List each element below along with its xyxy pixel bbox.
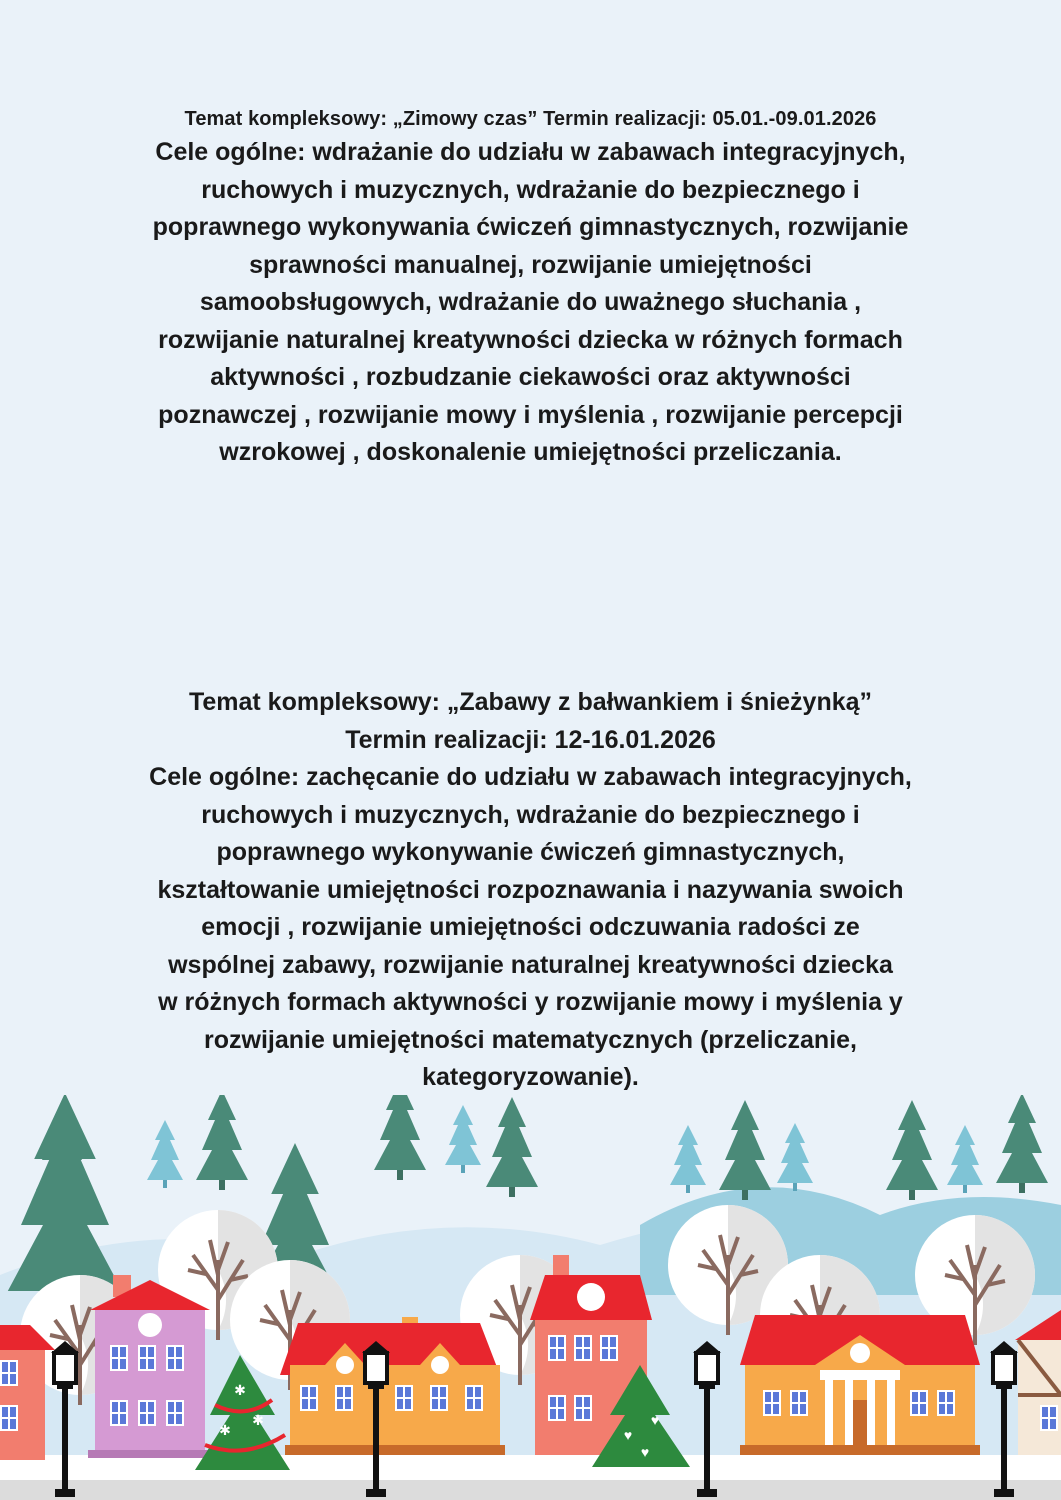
topic-2-goals: [60, 759, 1001, 1097]
goals-line: kształtowanie umiejętności rozpoznawania i nazywania swoich: [157, 875, 904, 904]
goals-line: sprawności manualnej, rozwijanie umiejętności: [249, 250, 812, 279]
topic-1-goals: [60, 134, 1001, 472]
svg-text:✱: ✱: [252, 1412, 264, 1428]
goals-line: poprawnego wykonywanie ćwiczeń gimnastycznych,: [216, 838, 845, 866]
goals-line: ruchowych i muzycznych, wdrażanie do bezpiecznego i: [201, 800, 860, 829]
topic-2-term: Termin realizacji: 12-16.01.2026: [345, 725, 716, 754]
goals-line: poznawczej , rozwijanie mowy i myślenia , rozwijanie percepcji: [158, 400, 903, 429]
goals-line: poprawnego wykonywania ćwiczeń gimnastycznych, rozwijanie: [152, 213, 909, 241]
goals-line: wspólnej zabawy, rozwijanie naturalnej kreatywności dziecka: [168, 950, 893, 979]
topic-block-2: [60, 684, 1001, 1097]
goals-line: rozwijanie naturalnej kreatywności dziecka w różnych formach: [158, 325, 903, 354]
topic-2-title-text: Temat kompleksowy: „Zabawy z bałwankiem i śnieżynką”: [188, 688, 873, 716]
house-orange-right: [740, 1315, 980, 1455]
goals-line: wzrokowej , doskonalenie umiejętności przeliczania.: [219, 438, 842, 466]
goals-line: samoobsługowych, wdrażanie do uważnego słuchania ,: [199, 288, 862, 316]
goals-line: rozwijanie umiejętności matematycznych (przeliczanie,: [204, 1025, 857, 1054]
svg-text:✱: ✱: [219, 1422, 231, 1438]
winter-village-illustration: [0, 1095, 1061, 1500]
goals-line: w różnych formach aktywności y rozwijanie mowy i myślenia y: [158, 988, 903, 1016]
svg-text:✱: ✱: [234, 1382, 246, 1398]
house-orange-middle: [280, 1317, 505, 1455]
goals-line: kategoryzowanie).: [422, 1063, 639, 1091]
svg-text:♥: ♥: [650, 1412, 660, 1428]
goals-line: Cele ogólne: zachęcanie do udziału w zabawach integracyjnych,: [149, 763, 912, 791]
goals-line: ruchowych i muzycznych, wdrażanie do bezpiecznego i: [201, 175, 860, 204]
topic-2-title: [60, 684, 1001, 759]
svg-text:♥: ♥: [640, 1444, 650, 1460]
goals-line: emocji , rozwijanie umiejętności odczuwania radości ze: [201, 913, 860, 941]
goals-line: aktywności , rozbudzanie ciekawości oraz aktywności: [210, 363, 851, 391]
svg-text:♥: ♥: [623, 1427, 633, 1443]
topic-1-title: Temat kompleksowy: „Zimowy czas” Termin realizacji: 05.01.-09.01.2026: [184, 108, 877, 130]
house-pink: [88, 1275, 213, 1458]
topic-block-1: [60, 104, 1001, 472]
goals-line: Cele ogólne: wdrażanie do udziału w zabawach integracyjnych,: [155, 138, 906, 166]
